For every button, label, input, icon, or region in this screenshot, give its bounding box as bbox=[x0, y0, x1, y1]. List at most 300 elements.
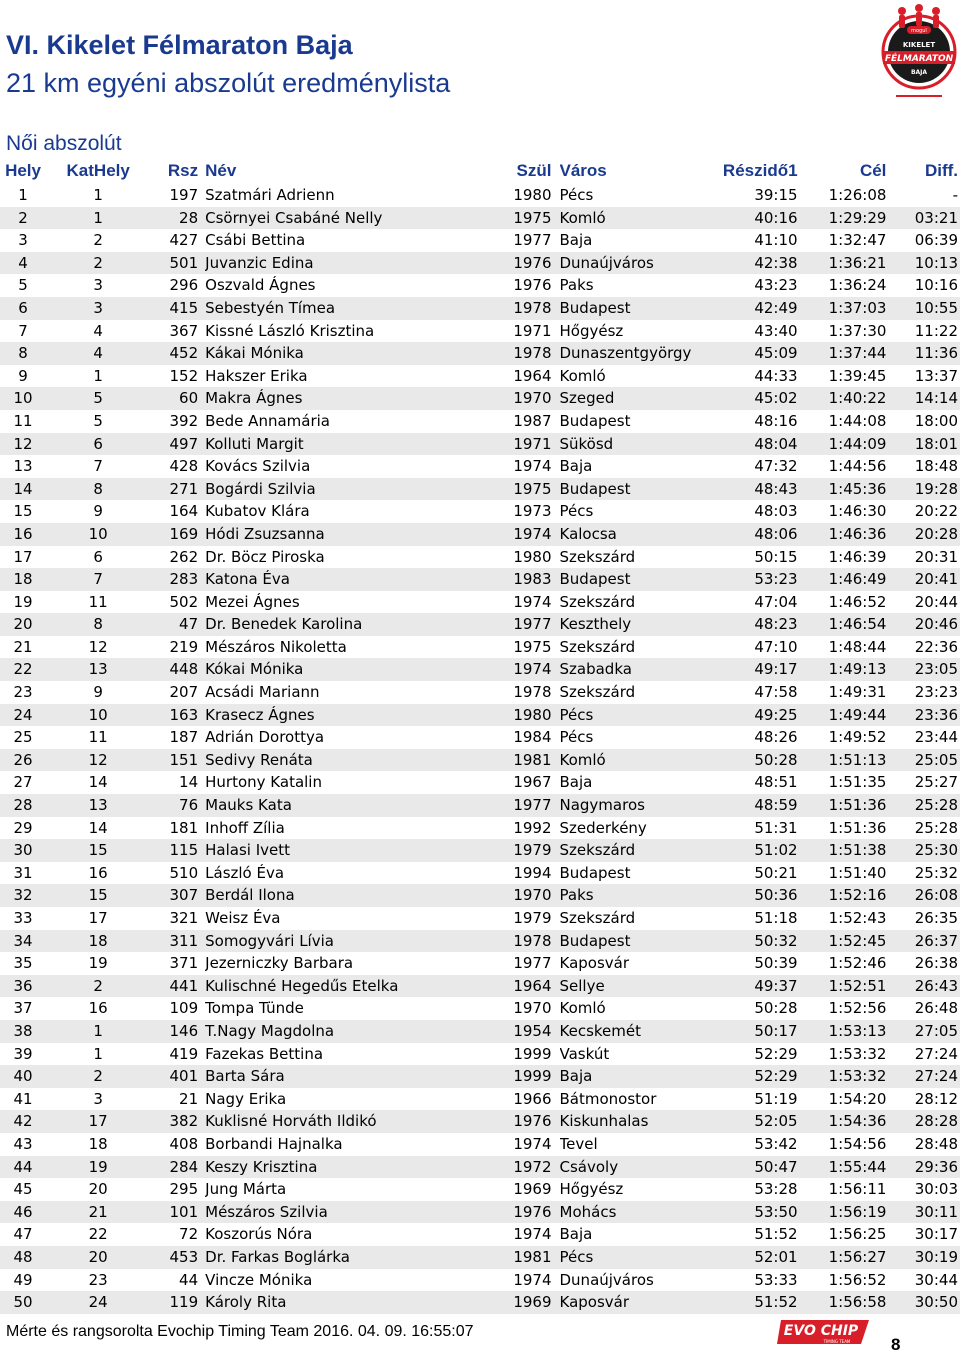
place-cell: 9 bbox=[18, 366, 28, 385]
category-place-cell: 6 bbox=[93, 547, 103, 566]
runner-name-cell: Berdál Ilona bbox=[205, 884, 498, 907]
time-difference-cell: 30:17 bbox=[914, 1225, 958, 1244]
runner-name-cell: Nagy Erika bbox=[205, 1089, 287, 1108]
place-cell: 3 bbox=[18, 231, 28, 250]
birth-year-cell: 1964 bbox=[513, 366, 552, 385]
city-cell: Budapest bbox=[560, 568, 714, 591]
category-place-cell: 4 bbox=[93, 321, 103, 340]
split-time-cell: 45:09 bbox=[713, 342, 797, 365]
place-cell: 30 bbox=[0, 839, 46, 862]
finish-time-cell: 1:49:44 bbox=[798, 704, 887, 727]
time-difference-cell: 25:27 bbox=[914, 773, 958, 792]
runner-name-cell: Weisz Éva bbox=[205, 909, 281, 927]
runner-name-cell: Kovács Szilvia bbox=[205, 457, 311, 476]
category-heading: Női abszolút bbox=[6, 132, 122, 155]
place-cell: 41 bbox=[13, 1089, 33, 1108]
city-cell: Sellye bbox=[560, 975, 714, 998]
birth-year-cell: 1983 bbox=[498, 568, 559, 591]
birth-year-cell: 1980 bbox=[513, 547, 552, 566]
place-cell: 16 bbox=[0, 523, 46, 546]
split-time-cell: 42:49 bbox=[713, 297, 797, 320]
time-difference-cell: 26:37 bbox=[886, 930, 960, 953]
split-time-cell: 48:23 bbox=[713, 613, 797, 636]
category-place-cell: 3 bbox=[93, 276, 103, 295]
split-time-cell: 48:59 bbox=[713, 794, 797, 817]
category-place-cell: 20 bbox=[46, 1246, 150, 1269]
category-place-cell: 1 bbox=[46, 1020, 150, 1043]
split-time-cell: 41:10 bbox=[754, 231, 798, 250]
split-time-cell: 50:28 bbox=[713, 749, 797, 772]
table-header-row bbox=[0, 158, 960, 184]
finish-time-cell: 1:51:13 bbox=[798, 749, 887, 772]
birth-year-cell: 1971 bbox=[513, 321, 552, 340]
city-cell: Vaskút bbox=[559, 1044, 610, 1063]
bib-number-cell: 392 bbox=[169, 411, 199, 430]
category-place-cell: 20 bbox=[88, 1180, 108, 1199]
runner-name-cell: Jung Márta bbox=[205, 1180, 287, 1199]
split-time-cell: 49:17 bbox=[713, 658, 797, 681]
runner-name-cell: Katona Éva bbox=[205, 568, 498, 591]
finish-time-cell: 1:37:44 bbox=[798, 342, 887, 365]
runner-name-cell: Somogyvári Lívia bbox=[205, 930, 498, 953]
split-time-cell: 52:05 bbox=[713, 1110, 797, 1133]
category-place-cell: 7 bbox=[93, 457, 103, 476]
split-time-cell: 51:02 bbox=[713, 839, 797, 862]
finish-time-cell: 1:52:45 bbox=[798, 930, 887, 953]
table-row bbox=[0, 500, 960, 523]
finish-time-cell: 1:46:54 bbox=[798, 613, 887, 636]
table-row bbox=[0, 907, 960, 930]
runner-name-cell: Kubatov Klára bbox=[205, 502, 310, 521]
time-difference-cell: 30:19 bbox=[886, 1246, 960, 1269]
place-cell: 25 bbox=[13, 728, 33, 747]
place-cell: 32 bbox=[0, 884, 46, 907]
bib-number-cell: 187 bbox=[169, 728, 199, 747]
city-cell: Kiskunhalas bbox=[560, 1110, 714, 1133]
bib-number-cell: 295 bbox=[169, 1180, 199, 1199]
runner-name-cell: Jezerniczky Barbara bbox=[205, 954, 354, 973]
place-cell: 34 bbox=[0, 930, 46, 953]
finish-time-cell: 1:52:43 bbox=[828, 909, 887, 927]
bib-number-cell: 415 bbox=[150, 297, 205, 320]
bib-number-cell: 296 bbox=[169, 276, 199, 295]
finish-time-cell: 1:46:52 bbox=[828, 592, 887, 611]
finish-time-cell: 1:36:21 bbox=[798, 252, 887, 275]
bib-number-cell: 76 bbox=[150, 794, 205, 817]
finish-time-cell: 1:56:25 bbox=[828, 1225, 887, 1244]
table-row bbox=[0, 681, 960, 704]
table-row bbox=[0, 704, 960, 727]
place-cell: 38 bbox=[0, 1020, 46, 1043]
table-row bbox=[0, 817, 960, 840]
birth-year-cell: 1999 bbox=[513, 1044, 552, 1063]
time-difference-cell: 27:24 bbox=[914, 1044, 958, 1063]
place-cell: 20 bbox=[0, 613, 46, 636]
finish-time-cell: 1:49:31 bbox=[828, 683, 887, 702]
city-cell: Budapest bbox=[560, 478, 714, 501]
bib-number-cell: 427 bbox=[169, 231, 199, 250]
place-cell: 49 bbox=[13, 1270, 33, 1289]
place-cell: 1 bbox=[18, 186, 28, 204]
table-row bbox=[0, 1291, 960, 1314]
table-row bbox=[0, 952, 960, 975]
table-row bbox=[0, 546, 960, 569]
bib-number-cell: 169 bbox=[150, 523, 205, 546]
category-place-cell: 9 bbox=[93, 683, 103, 702]
birth-year-cell: 1974 bbox=[513, 1270, 552, 1289]
birth-year-cell: 1972 bbox=[498, 1156, 559, 1179]
time-difference-cell: 30:50 bbox=[886, 1291, 960, 1314]
split-time-cell: 49:25 bbox=[713, 704, 797, 727]
finish-time-cell: 1:49:52 bbox=[828, 728, 887, 747]
category-place-cell: 2 bbox=[46, 252, 150, 275]
split-time-cell: 48:43 bbox=[713, 478, 797, 501]
bib-number-cell: 502 bbox=[169, 592, 199, 611]
time-difference-cell: 18:48 bbox=[914, 457, 958, 476]
city-cell: Baja bbox=[559, 1225, 593, 1244]
split-time-cell: 42:38 bbox=[713, 252, 797, 275]
city-cell: Dunaújváros bbox=[560, 252, 714, 275]
place-cell: 7 bbox=[18, 321, 28, 340]
place-cell: 45 bbox=[13, 1180, 33, 1199]
runner-name-cell: Kolluti Margit bbox=[205, 433, 498, 456]
time-difference-cell: 20:44 bbox=[914, 592, 958, 611]
category-place-cell: 2 bbox=[46, 1065, 150, 1088]
category-place-cell: 21 bbox=[46, 1201, 150, 1224]
city-cell: Szekszárd bbox=[559, 637, 636, 656]
city-cell: Szederkény bbox=[559, 818, 647, 837]
category-place-cell: 12 bbox=[46, 749, 150, 772]
table-row bbox=[0, 207, 960, 230]
finish-time-cell: 1:52:51 bbox=[798, 975, 887, 998]
split-time-cell: 48:26 bbox=[754, 728, 798, 747]
split-time-cell: 50:36 bbox=[713, 884, 797, 907]
runner-name-cell: Tompa Tünde bbox=[205, 999, 304, 1018]
finish-time-cell: 1:26:08 bbox=[828, 186, 887, 204]
finish-time-cell: 1:32:47 bbox=[828, 231, 887, 250]
page-subtitle: 21 km egyéni abszolút eredménylista bbox=[6, 68, 451, 98]
table-row bbox=[0, 523, 960, 546]
page-number: 8 bbox=[891, 1335, 901, 1354]
birth-year-cell: 1974 bbox=[513, 457, 552, 476]
table-row bbox=[0, 1043, 960, 1066]
table-row bbox=[0, 613, 960, 636]
runner-name-cell: Borbandi Hajnalka bbox=[205, 1134, 343, 1153]
birth-year-cell: 1974 bbox=[513, 592, 552, 611]
finish-time-cell: 1:44:56 bbox=[828, 457, 887, 476]
place-cell: 23 bbox=[13, 683, 33, 702]
category-place-cell: 8 bbox=[46, 613, 150, 636]
time-difference-cell: 26:35 bbox=[914, 909, 958, 927]
time-difference-cell: 20:28 bbox=[886, 523, 960, 546]
time-difference-cell: 14:14 bbox=[886, 387, 960, 410]
split-time-cell: 52:29 bbox=[754, 1044, 798, 1063]
time-difference-cell: 28:28 bbox=[886, 1110, 960, 1133]
category-place-cell: 23 bbox=[88, 1270, 108, 1289]
city-cell: Budapest bbox=[560, 297, 714, 320]
bib-number-cell: 21 bbox=[179, 1089, 199, 1108]
column-header-runner-name: Név bbox=[205, 161, 237, 180]
bib-number-cell: 219 bbox=[169, 637, 199, 656]
city-cell: Dunaszentgyörgy bbox=[560, 342, 714, 365]
bib-number-cell: 164 bbox=[169, 502, 199, 521]
birth-year-cell: 1975 bbox=[513, 637, 552, 656]
bib-number-cell: 284 bbox=[150, 1156, 205, 1179]
birth-year-cell: 1974 bbox=[513, 1225, 552, 1244]
city-cell: Szekszárd bbox=[559, 547, 636, 566]
birth-year-cell: 1992 bbox=[513, 818, 552, 837]
split-time-cell: 50:21 bbox=[754, 863, 798, 882]
finish-time-cell: 1:44:09 bbox=[798, 433, 887, 456]
split-time-cell: 50:15 bbox=[754, 547, 798, 566]
time-difference-cell: 13:37 bbox=[914, 366, 958, 385]
birth-year-cell: 1969 bbox=[513, 1180, 552, 1199]
birth-year-cell: 1974 bbox=[498, 523, 559, 546]
city-cell: Baja bbox=[560, 1065, 714, 1088]
finish-time-cell: 1:29:29 bbox=[798, 207, 887, 230]
city-cell: Sükösd bbox=[560, 433, 714, 456]
time-difference-cell: 20:46 bbox=[886, 613, 960, 636]
place-cell: 14 bbox=[0, 478, 46, 501]
runner-name-cell: Oszvald Ágnes bbox=[205, 276, 316, 295]
city-cell: Pécs bbox=[559, 502, 594, 521]
time-difference-cell: 26:43 bbox=[886, 975, 960, 998]
birth-year-cell: 1981 bbox=[498, 749, 559, 772]
place-cell: 28 bbox=[0, 794, 46, 817]
bib-number-cell: 115 bbox=[150, 839, 205, 862]
runner-name-cell: Mészáros Szilvia bbox=[205, 1201, 498, 1224]
time-difference-cell: 30:03 bbox=[914, 1180, 958, 1199]
category-place-cell: 7 bbox=[46, 568, 150, 591]
bib-number-cell: 510 bbox=[169, 863, 199, 882]
place-cell: 40 bbox=[0, 1065, 46, 1088]
bib-number-cell: 408 bbox=[169, 1134, 199, 1153]
bib-number-cell: 311 bbox=[150, 930, 205, 953]
table-row bbox=[0, 997, 960, 1020]
place-cell: 43 bbox=[13, 1134, 33, 1153]
city-cell: Budapest bbox=[559, 411, 631, 430]
time-difference-cell: 30:44 bbox=[914, 1270, 958, 1289]
place-cell: 5 bbox=[18, 276, 28, 295]
finish-time-cell: 1:53:32 bbox=[828, 1044, 887, 1063]
category-place-cell: 15 bbox=[46, 839, 150, 862]
runner-name-cell: Hurtony Katalin bbox=[205, 773, 322, 792]
bib-number-cell: 501 bbox=[150, 252, 205, 275]
birth-year-cell: 1980 bbox=[498, 704, 559, 727]
birth-year-cell: 1971 bbox=[498, 433, 559, 456]
time-difference-cell: 25:32 bbox=[914, 863, 958, 882]
finish-time-cell: 1:46:49 bbox=[798, 568, 887, 591]
split-time-cell: 48:16 bbox=[754, 411, 798, 430]
table-row bbox=[0, 433, 960, 456]
time-difference-cell: 26:08 bbox=[886, 884, 960, 907]
finish-time-cell: 1:37:30 bbox=[828, 321, 887, 340]
split-time-cell: 48:03 bbox=[754, 502, 798, 521]
birth-year-cell: 1984 bbox=[513, 728, 552, 747]
time-difference-cell: 10:13 bbox=[886, 252, 960, 275]
birth-year-cell: 1979 bbox=[498, 839, 559, 862]
city-cell: Baja bbox=[559, 231, 593, 250]
place-cell: 2 bbox=[0, 207, 46, 230]
city-cell: Komló bbox=[560, 207, 714, 230]
category-place-cell: 3 bbox=[46, 297, 150, 320]
time-difference-cell: 11:36 bbox=[886, 342, 960, 365]
bib-number-cell: 163 bbox=[150, 704, 205, 727]
city-cell: Pécs bbox=[560, 704, 714, 727]
city-cell: Paks bbox=[560, 884, 714, 907]
place-cell: 37 bbox=[13, 999, 33, 1018]
city-cell: Dunaújváros bbox=[559, 1270, 654, 1289]
runner-name-cell: Makra Ágnes bbox=[205, 387, 498, 410]
time-difference-cell: - bbox=[952, 186, 958, 204]
finish-time-cell: 1:53:13 bbox=[798, 1020, 887, 1043]
bib-number-cell: 283 bbox=[150, 568, 205, 591]
place-cell: 44 bbox=[0, 1156, 46, 1179]
bib-number-cell: 262 bbox=[169, 547, 199, 566]
finish-time-cell: 1:53:32 bbox=[798, 1065, 887, 1088]
table-row bbox=[0, 658, 960, 681]
bib-number-cell: 271 bbox=[150, 478, 205, 501]
category-place-cell: 5 bbox=[46, 387, 150, 410]
city-cell: Keszthely bbox=[560, 613, 714, 636]
runner-name-cell: Vincze Mónika bbox=[205, 1270, 313, 1289]
category-place-cell: 16 bbox=[88, 999, 108, 1018]
bib-number-cell: 152 bbox=[169, 366, 199, 385]
runner-name-cell: Mauks Kata bbox=[205, 794, 498, 817]
category-place-cell: 3 bbox=[93, 1089, 103, 1108]
svg-text:TIMING TEAM: TIMING TEAM bbox=[823, 1339, 851, 1344]
place-cell: 21 bbox=[13, 637, 33, 656]
category-place-cell: 19 bbox=[88, 954, 108, 973]
birth-year-cell: 1976 bbox=[498, 1110, 559, 1133]
split-time-cell: 53:33 bbox=[754, 1270, 798, 1289]
split-time-cell: 53:23 bbox=[713, 568, 797, 591]
runner-name-cell: Kókai Mónika bbox=[205, 658, 498, 681]
table-row bbox=[0, 1223, 960, 1246]
time-difference-cell: 06:39 bbox=[914, 231, 958, 250]
place-cell: 11 bbox=[13, 411, 33, 430]
category-place-cell: 4 bbox=[46, 342, 150, 365]
category-place-cell: 17 bbox=[88, 909, 108, 927]
runner-name-cell: Károly Rita bbox=[205, 1291, 498, 1314]
category-place-cell: 13 bbox=[46, 794, 150, 817]
split-time-cell: 53:42 bbox=[754, 1134, 798, 1153]
split-time-cell: 43:40 bbox=[754, 321, 798, 340]
place-cell: 46 bbox=[0, 1201, 46, 1224]
svg-text:FÉLMARATON: FÉLMARATON bbox=[884, 54, 954, 64]
svg-text:mogul: mogul bbox=[911, 28, 927, 34]
runner-name-cell: Inhoff Zília bbox=[205, 818, 285, 837]
birth-year-cell: 1978 bbox=[498, 930, 559, 953]
birth-year-cell: 1964 bbox=[498, 975, 559, 998]
city-cell: Pécs bbox=[560, 1246, 714, 1269]
birth-year-cell: 1977 bbox=[498, 794, 559, 817]
split-time-cell: 47:32 bbox=[754, 457, 798, 476]
split-time-cell: 50:17 bbox=[713, 1020, 797, 1043]
bib-number-cell: 441 bbox=[150, 975, 205, 998]
split-time-cell: 50:39 bbox=[754, 954, 798, 973]
finish-time-cell: 1:54:36 bbox=[798, 1110, 887, 1133]
split-time-cell: 47:10 bbox=[754, 637, 798, 656]
city-cell: Hőgyész bbox=[559, 321, 624, 340]
bib-number-cell: 146 bbox=[150, 1020, 205, 1043]
category-place-cell: 18 bbox=[46, 930, 150, 953]
table-row bbox=[0, 1246, 960, 1269]
bib-number-cell: 382 bbox=[150, 1110, 205, 1133]
table-row bbox=[0, 455, 960, 478]
place-cell: 35 bbox=[13, 954, 33, 973]
finish-time-cell: 1:52:56 bbox=[828, 999, 887, 1018]
city-cell: Budapest bbox=[559, 863, 631, 882]
time-difference-cell: 23:05 bbox=[886, 658, 960, 681]
city-cell: Szeged bbox=[560, 387, 714, 410]
finish-time-cell: 1:46:30 bbox=[828, 502, 887, 521]
runner-name-cell: Dr. Farkas Boglárka bbox=[205, 1246, 498, 1269]
city-cell: Komló bbox=[559, 366, 606, 385]
city-cell: Szekszárd bbox=[559, 592, 636, 611]
finish-time-cell: 1:36:24 bbox=[828, 276, 887, 295]
place-cell: 29 bbox=[13, 818, 33, 837]
split-time-cell: 40:16 bbox=[713, 207, 797, 230]
bib-number-cell: 181 bbox=[169, 818, 199, 837]
category-place-cell: 10 bbox=[46, 704, 150, 727]
split-time-cell: 48:04 bbox=[713, 433, 797, 456]
runner-name-cell: Sebestyén Tímea bbox=[205, 297, 498, 320]
time-difference-cell: 30:11 bbox=[886, 1201, 960, 1224]
city-cell: Hőgyész bbox=[559, 1180, 624, 1199]
time-difference-cell: 03:21 bbox=[886, 207, 960, 230]
time-difference-cell: 20:22 bbox=[914, 502, 958, 521]
runner-name-cell: Adrián Dorottya bbox=[205, 728, 325, 747]
table-row bbox=[0, 1065, 960, 1088]
runner-name-cell: Koszorús Nóra bbox=[205, 1225, 313, 1244]
category-place-cell: 2 bbox=[46, 975, 150, 998]
finish-time-cell: 1:46:39 bbox=[828, 547, 887, 566]
split-time-cell: 52:01 bbox=[713, 1246, 797, 1269]
place-cell: 12 bbox=[0, 433, 46, 456]
category-place-cell: 2 bbox=[93, 231, 103, 250]
split-time-cell: 53:28 bbox=[754, 1180, 798, 1199]
table-row bbox=[0, 365, 960, 388]
bib-number-cell: 428 bbox=[169, 457, 199, 476]
runner-name-cell: Fazekas Bettina bbox=[205, 1044, 324, 1063]
time-difference-cell: 23:44 bbox=[914, 728, 958, 747]
split-time-cell: 43:23 bbox=[754, 276, 798, 295]
split-time-cell: 51:52 bbox=[713, 1291, 797, 1314]
bib-number-cell: 307 bbox=[150, 884, 205, 907]
split-time-cell: 51:52 bbox=[754, 1225, 798, 1244]
finish-time-cell: 1:52:46 bbox=[828, 954, 887, 973]
time-difference-cell: 25:28 bbox=[914, 818, 958, 837]
city-cell: Kaposvár bbox=[559, 954, 630, 973]
column-header-birth-year: Szül bbox=[516, 161, 552, 180]
place-cell: 18 bbox=[0, 568, 46, 591]
column-header-category-place: KatHely bbox=[66, 161, 130, 180]
place-cell: 36 bbox=[0, 975, 46, 998]
category-place-cell: 9 bbox=[93, 502, 103, 521]
runner-name-cell: Mezei Ágnes bbox=[205, 592, 300, 611]
runner-name-cell: T.Nagy Magdolna bbox=[205, 1020, 498, 1043]
kikelet-felmaraton-logo bbox=[880, 2, 958, 100]
table-row bbox=[0, 1020, 960, 1043]
finish-time-cell: 1:56:27 bbox=[798, 1246, 887, 1269]
results-table bbox=[0, 158, 960, 1314]
bib-number-cell: 207 bbox=[169, 683, 199, 702]
category-place-cell: 11 bbox=[88, 592, 108, 611]
category-place-cell: 11 bbox=[88, 728, 108, 747]
birth-year-cell: 1973 bbox=[513, 502, 552, 521]
place-cell: 19 bbox=[13, 592, 33, 611]
